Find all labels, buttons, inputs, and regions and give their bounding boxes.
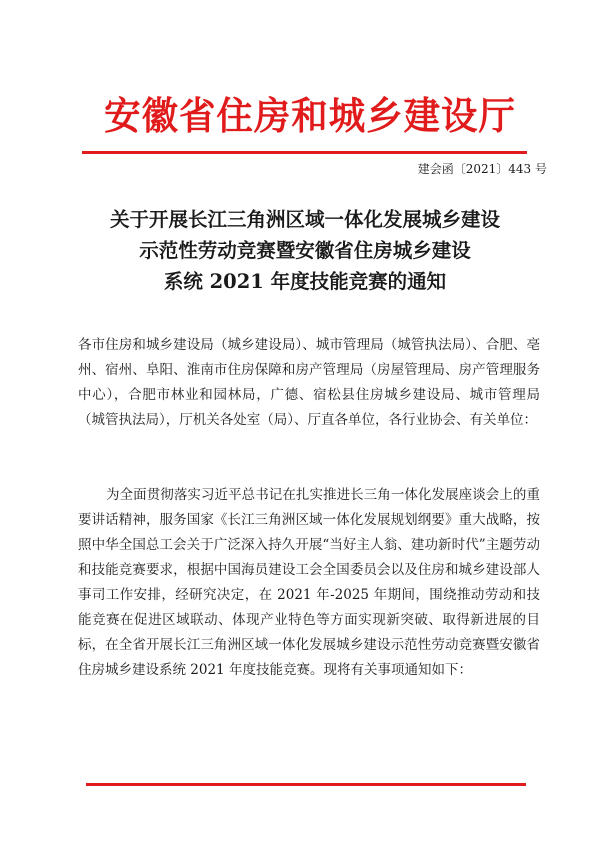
notice-title-line-2: 示范性劳动竞赛暨安徽省住房城乡建设	[139, 239, 471, 262]
letterhead-red-rule	[82, 151, 527, 154]
agency-letterhead: 安徽省住房和城乡建设厅	[104, 93, 516, 138]
notice-title-line-1: 关于开展长江三角洲区域一体化发展城乡建设	[109, 208, 500, 231]
footer-red-rule	[86, 783, 526, 786]
notice-title	[70, 204, 540, 297]
notice-title-line-3: 系统 2021 年度技能竞赛的通知	[163, 270, 447, 293]
addressee-paragraph: 各市住房和城乡建设局（城乡建设局）、城市管理局（城管执法局）、合肥、亳州、宿州、阜阳、淮南市住房保障和房产管理局（房屋管理局、房产管理服务中心），合肥市林业和园林局，广德、宿松县住房城乡建设局、城市管理局（城管执法局），厅机关各处室（局）、厅直各单位，各行业协会、有关单位：	[78, 337, 540, 428]
document-number: 建会函〔2021〕443 号	[417, 162, 547, 176]
body-paragraph: 为全面贯彻落实习近平总书记在扎实推进长三角一体化发展座谈会上的重要讲话精神，服务国家《长江三角洲区域一体化发展规划纲要》重大战略，按照中华全国总工会关于广泛深入持久开展“当好主人翁、建功新时代”主题劳动和技能竞赛要求，根据中国海员建设工会全国委员会以及住房和城乡建设部人事司工作安排，经研究决定，在 2021 年-2025 年期间，围绕推动劳动和技能竞赛在促进区域联动、体现产业特色等方面实现新突破、取得新进展的目标，在全省开展长江三角洲区域一体化发展城乡建设示范性劳动竞赛暨安徽省住房城乡建设系统 2021 年度技能竞赛。现将有关事项通知如下：	[78, 487, 540, 678]
